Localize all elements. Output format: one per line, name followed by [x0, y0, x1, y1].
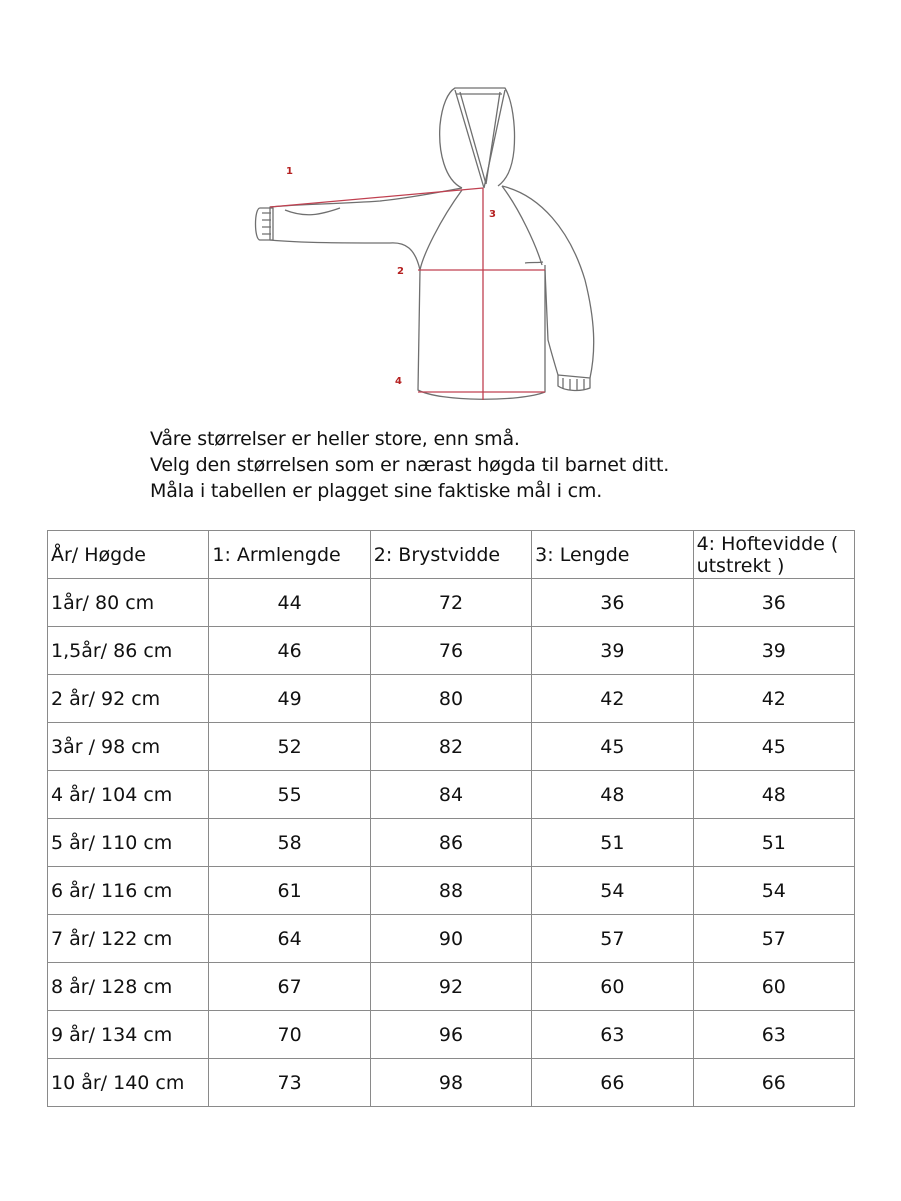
table-row	[48, 579, 855, 627]
cell-size: 1år/ 80 cm	[48, 579, 209, 627]
header-length: 3: Lengde	[532, 531, 693, 579]
hood-inner-left-2	[460, 92, 486, 184]
cell-chest-width: 98	[370, 1059, 531, 1107]
table-row	[48, 963, 855, 1011]
size-table	[47, 530, 855, 1107]
jacket-diagram	[240, 80, 620, 410]
jacket-sketch	[240, 80, 620, 410]
cell-hip-width: 42	[693, 675, 854, 723]
cell-length: 63	[532, 1011, 693, 1059]
cell-arm-length: 70	[209, 1011, 370, 1059]
cell-chest-width: 86	[370, 819, 531, 867]
table-row	[48, 915, 855, 963]
cell-size: 8 år/ 128 cm	[48, 963, 209, 1011]
cell-hip-width: 63	[693, 1011, 854, 1059]
cell-length: 57	[532, 915, 693, 963]
cell-hip-width: 39	[693, 627, 854, 675]
cell-arm-length: 64	[209, 915, 370, 963]
cell-chest-width: 92	[370, 963, 531, 1011]
cell-hip-width: 66	[693, 1059, 854, 1107]
marker-3-label: 3	[489, 209, 496, 220]
cell-hip-width: 57	[693, 915, 854, 963]
raglan-left	[420, 190, 462, 270]
cell-chest-width: 88	[370, 867, 531, 915]
cell-hip-width: 51	[693, 819, 854, 867]
left-arm-outline	[270, 188, 462, 270]
table-row	[48, 723, 855, 771]
cell-length: 45	[532, 723, 693, 771]
cell-size: 2 år/ 92 cm	[48, 675, 209, 723]
cell-hip-width: 54	[693, 867, 854, 915]
cell-chest-width: 72	[370, 579, 531, 627]
cell-length: 54	[532, 867, 693, 915]
cell-chest-width: 80	[370, 675, 531, 723]
cell-arm-length: 61	[209, 867, 370, 915]
cell-arm-length: 73	[209, 1059, 370, 1107]
cell-hip-width: 36	[693, 579, 854, 627]
cell-length: 42	[532, 675, 693, 723]
cell-chest-width: 96	[370, 1011, 531, 1059]
cell-size: 7 år/ 122 cm	[48, 915, 209, 963]
table-row	[48, 1059, 855, 1107]
cell-size: 10 år/ 140 cm	[48, 1059, 209, 1107]
cell-hip-width: 60	[693, 963, 854, 1011]
intro-line: Velg den størrelsen som er nærast høgda til barnet ditt.	[150, 454, 670, 476]
body-outline	[418, 265, 545, 399]
marker-1-label: 1	[286, 166, 293, 177]
cell-length: 60	[532, 963, 693, 1011]
intro-line: Måla i tabellen er plagget sine faktiske mål i cm.	[150, 480, 603, 502]
cell-arm-length: 58	[209, 819, 370, 867]
header-arm-length: 1: Armlengde	[209, 531, 370, 579]
header-age-height: År/ Høgde	[48, 531, 209, 579]
cell-arm-length: 67	[209, 963, 370, 1011]
header-chest-width: 2: Brystvidde	[370, 531, 531, 579]
cell-hip-width: 45	[693, 723, 854, 771]
cell-length: 39	[532, 627, 693, 675]
table-row	[48, 867, 855, 915]
cell-size: 4 år/ 104 cm	[48, 771, 209, 819]
cell-chest-width: 84	[370, 771, 531, 819]
cell-size: 5 år/ 110 cm	[48, 819, 209, 867]
hood-inner-left	[455, 90, 484, 188]
cell-length: 36	[532, 579, 693, 627]
size-intro-text	[150, 426, 850, 504]
cell-size: 6 år/ 116 cm	[48, 867, 209, 915]
cell-chest-width: 90	[370, 915, 531, 963]
table-row	[48, 819, 855, 867]
right-arm-outline	[502, 186, 594, 378]
cell-arm-length: 46	[209, 627, 370, 675]
cell-arm-length: 49	[209, 675, 370, 723]
table-row	[48, 675, 855, 723]
cell-arm-length: 44	[209, 579, 370, 627]
cell-size: 3år / 98 cm	[48, 723, 209, 771]
cell-length: 48	[532, 771, 693, 819]
hood-inner-right-2	[486, 92, 500, 184]
cell-arm-length: 52	[209, 723, 370, 771]
raglan-right	[502, 186, 542, 265]
cell-chest-width: 76	[370, 627, 531, 675]
intro-line: Våre størrelser er heller store, enn små.	[150, 428, 520, 450]
cell-length: 66	[532, 1059, 693, 1107]
measure-line-arm	[270, 188, 483, 207]
table-row	[48, 627, 855, 675]
cell-hip-width: 48	[693, 771, 854, 819]
table-row	[48, 771, 855, 819]
cell-size: 9 år/ 134 cm	[48, 1011, 209, 1059]
cell-size: 1,5år/ 86 cm	[48, 627, 209, 675]
hood-outline	[440, 88, 515, 188]
marker-4-label: 4	[395, 376, 402, 387]
cell-length: 51	[532, 819, 693, 867]
marker-2-label: 2	[397, 266, 404, 277]
header-hip-width: 4: Hoftevidde ( utstrekt )	[693, 531, 854, 579]
table-row	[48, 1011, 855, 1059]
cell-arm-length: 55	[209, 771, 370, 819]
cell-chest-width: 82	[370, 723, 531, 771]
table-header-row	[48, 531, 855, 579]
